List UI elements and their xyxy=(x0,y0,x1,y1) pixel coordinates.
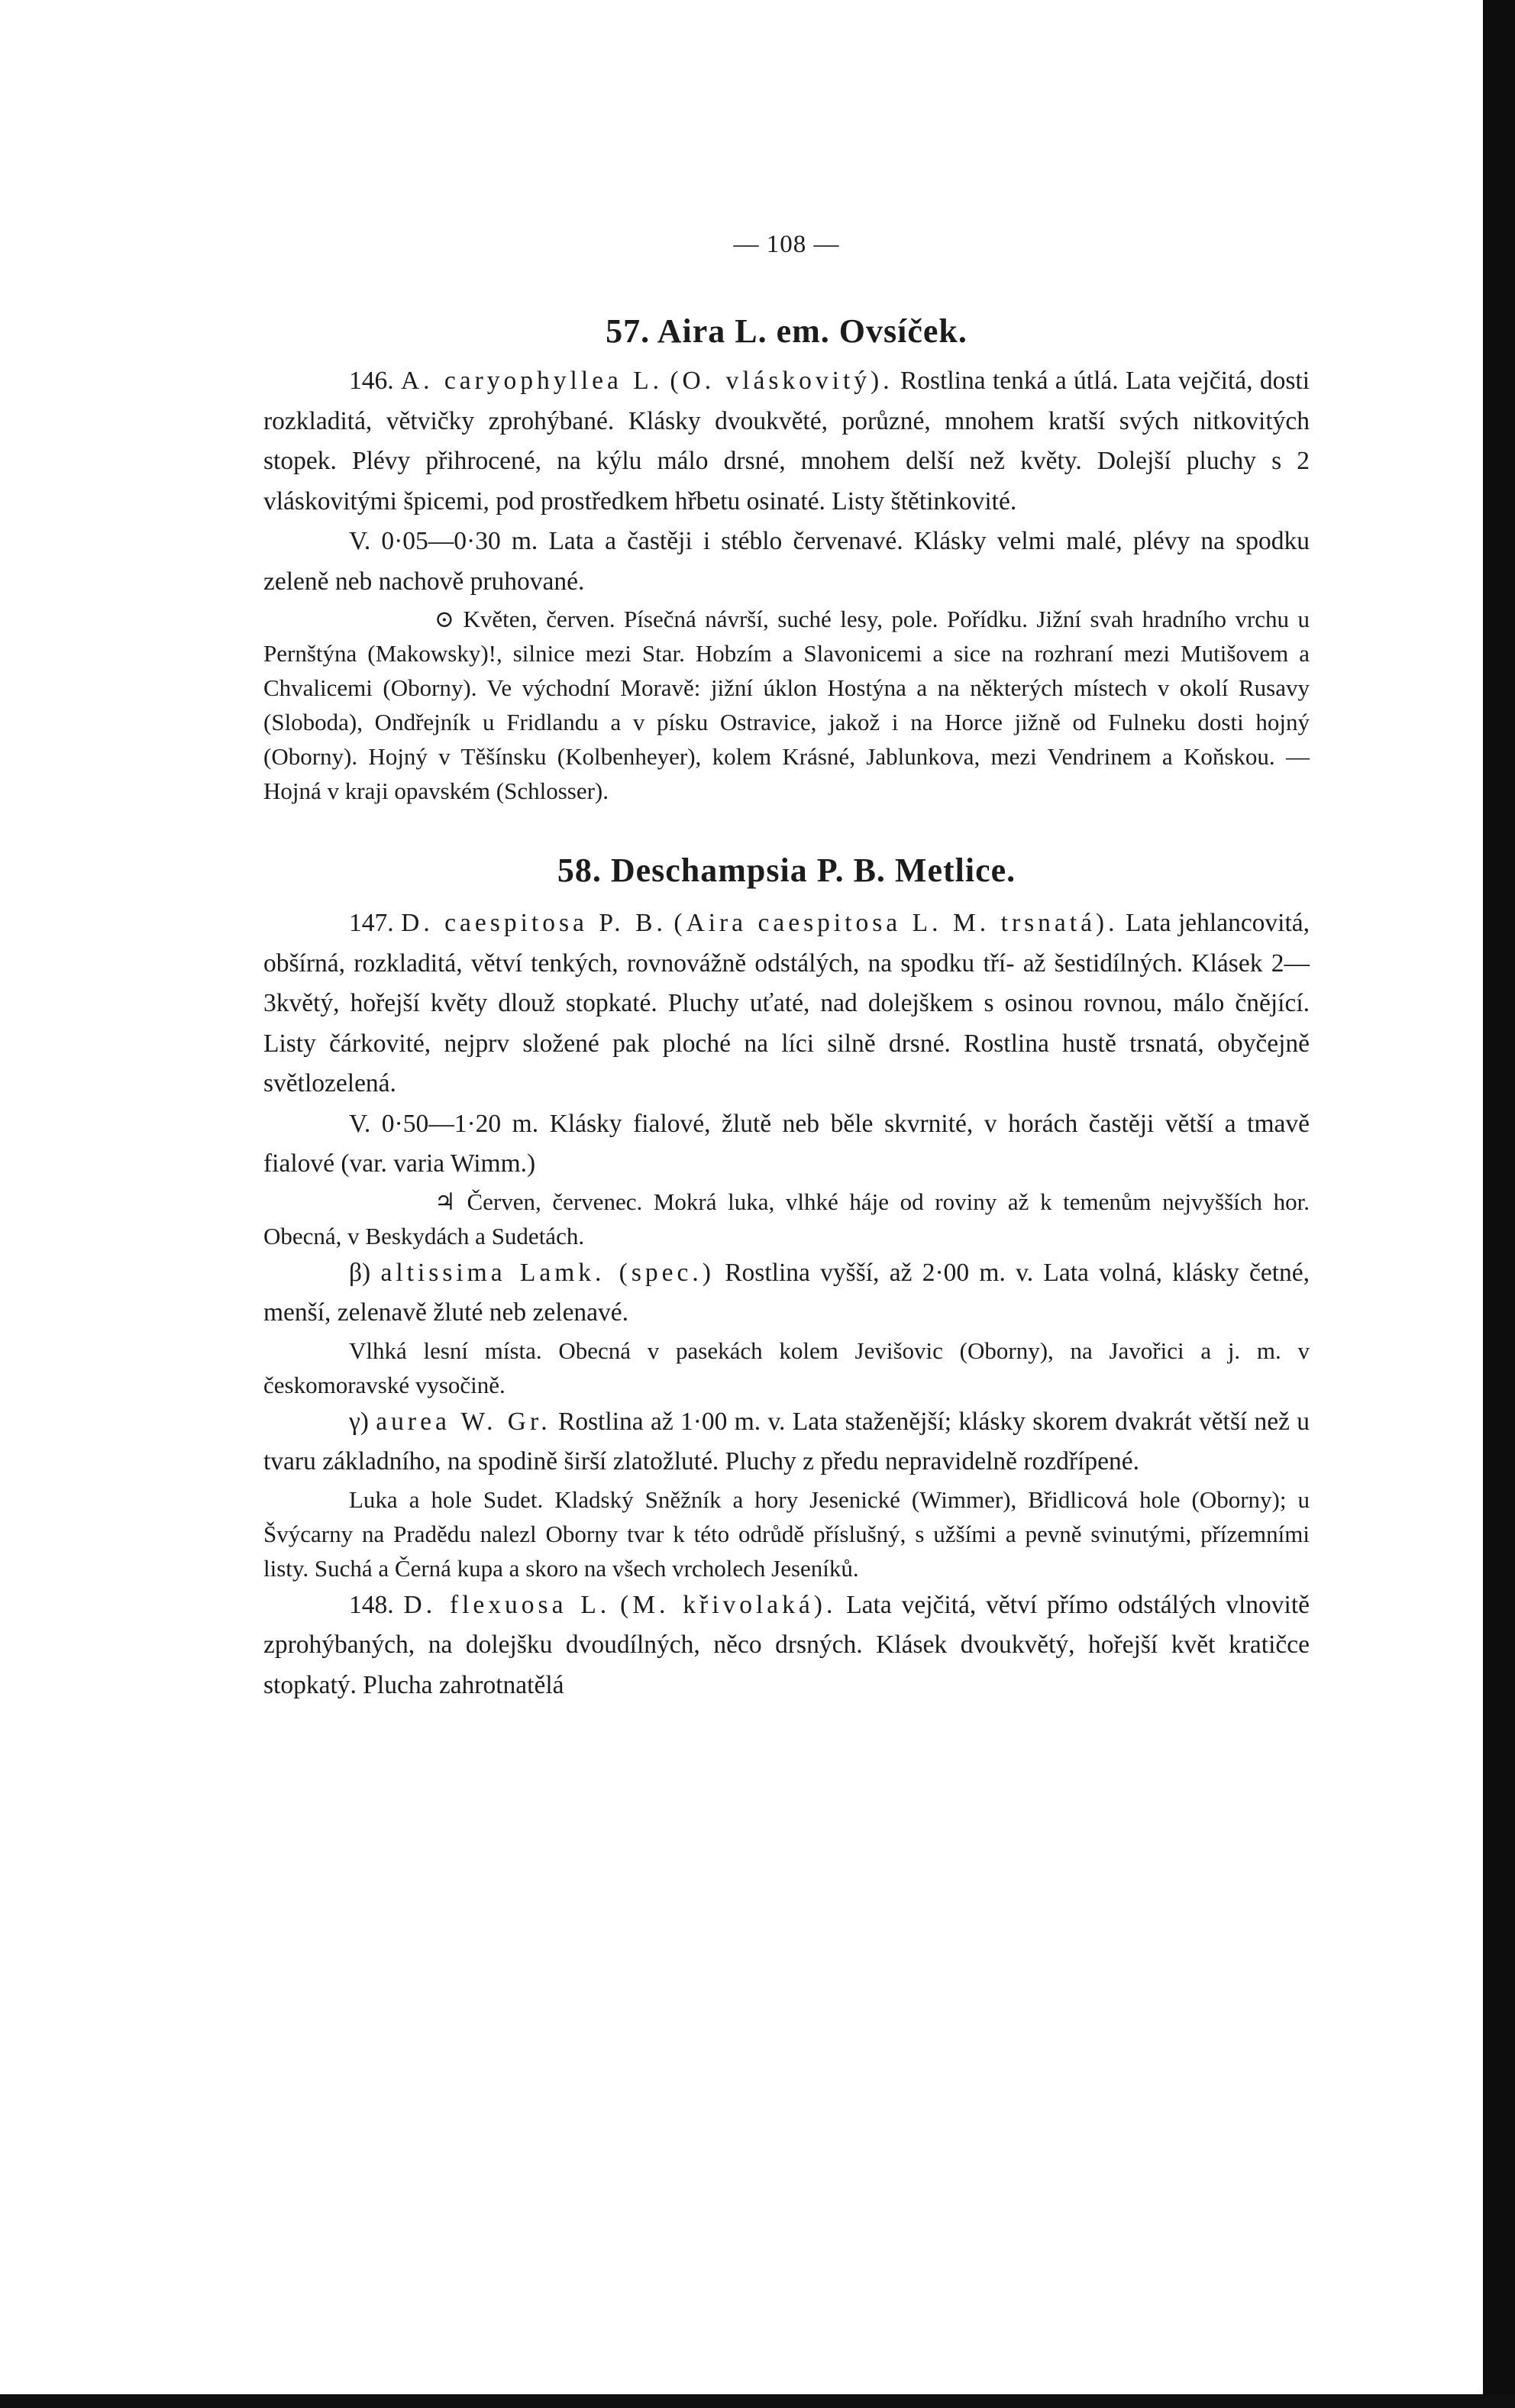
entry-147-distribution xyxy=(263,1185,1310,1253)
text-column xyxy=(263,312,1310,1705)
entry-148-number: 148. xyxy=(349,1590,394,1619)
page-number: — 108 — xyxy=(733,231,840,258)
entry-146-description xyxy=(263,361,1310,522)
entry-148-vernacular: (M. křivolaká). xyxy=(620,1590,837,1619)
variety-beta-description xyxy=(263,1253,1310,1333)
perennial-symbol-icon: ♃ xyxy=(434,1188,456,1215)
entry-146-number: 146. xyxy=(349,367,394,395)
variety-gamma-distribution: Luka a hole Sudet. Kladský Sněžník a hory Jesenické (Wimmer), Břidlicová hole (Oborny); u Švýcarny na Pradědu nalezl Oborny tvar k této odrůdě příslušný, s užšími a pevně svinutými, přízemními listy. Suchá a Černá kupa a skoro na všech vrcholech Jeseníků. xyxy=(263,1485,1310,1582)
variety-gamma-description xyxy=(263,1402,1310,1482)
variety-beta-name: altissima Lamk. (spec.) xyxy=(380,1258,715,1287)
variety-beta-text: Rostlina vyšší, až 2·00 m. v. Lata volná, klásky četné, menší, zelenavě žluté neb zelenavé. xyxy=(263,1258,1310,1327)
book-page xyxy=(263,0,1310,2383)
entry-147-size: V. 0·50—1·20 m. Klásky fialové, žlutě neb běle skvrnité, v horách častěji větší a tmavě fialové (var. varia Wimm.) xyxy=(263,1109,1310,1178)
scan-edge-bottom xyxy=(0,2394,1515,2408)
entry-147-description xyxy=(263,903,1310,1104)
scan-edge-right xyxy=(1483,0,1515,2408)
variety-gamma-text: Rostlina až 1·00 m. v. Lata staženější; klásky skorem dvakrát větší než u tvaru základního, na spodině širší zlatožluté. Pluchy z předu nepravidelně rozdřípené. xyxy=(263,1407,1310,1476)
variety-beta-label: β) xyxy=(349,1258,371,1287)
section-heading-aira: 57. Aira L. em. Ovsíček. xyxy=(606,312,967,350)
section-heading-deschampsia: 58. Deschampsia P. B. Metlice. xyxy=(557,852,1016,889)
entry-148-description xyxy=(263,1585,1310,1706)
entry-146-name: A. caryophyllea L. xyxy=(400,367,664,395)
entry-147-text: Lata jehlancovitá, obšírná, rozkladitá, větví tenkých, rovnovážně odstálých, na spodku tří- až šestidílných. Klásek 2—3květý, hořejší květy dlouž stopkaté. Pluchy uťaté, nad dolejškem s osinou rovnou, málo čnějící. Listy čárkovité, nejprv složené pak ploché na líci silně drsné. Rostlina hustě trsnatá, obyčejně světlozelená. xyxy=(263,909,1310,1097)
variety-gamma-label: γ) xyxy=(349,1407,369,1436)
entry-146-size: V. 0·05—0·30 m. Lata a častěji i stéblo červenavé. Klásky velmi malé, plévy na spodku zeleně neb nachově pruhované. xyxy=(263,527,1310,596)
entry-148-text: Lata vejčitá, větví přímo odstálých vlnovitě zprohýbaných, na dolejšku dvoudílných, něco drsných. Klásek dvoukvětý, hořejší květ kratičce stopkatý. Plucha zahrotnatělá xyxy=(263,1590,1310,1699)
entry-146-distribution xyxy=(263,602,1310,808)
entry-146-distribution-text: Květen, červen. Písečná návrší, suché lesy, pole. Pořídku. Jižní svah hradního vrchu u Pernštýna (Makowsky)!, silnice mezi Star. Hobzím a Slavonicemi a sice na rozhraní mezi Mutišovem a Chvalicemi (Oborny). Ve východní Moravě: jižní úklon Hostýna a na některých místech v okolí Rusavy (Sloboda), Ondřejník u Fridlandu a v písku Ostravice, jakož i na Horce jižně od Fulneku dosti hojný (Oborny). Hojný v Těšínsku (Kolbenheyer), kolem Krásné, Jablunkova, mezi Vendrinem a Koňskou. — Hojná v kraji opavském (Schlosser). xyxy=(263,606,1310,804)
annual-symbol-icon: ⊙ xyxy=(434,606,454,632)
entry-148-name: D. flexuosa L. xyxy=(403,1590,611,1619)
entry-147-number: 147. xyxy=(349,909,394,937)
entry-147-vernacular: (Aira caespitosa L. M. trsnatá). xyxy=(674,909,1119,937)
variety-gamma-name: aurea W. Gr. xyxy=(376,1407,551,1436)
entry-147-distribution-text: Červen, červenec. Mokrá luka, vlhké háje od roviny až k temenům nejvyšších hor. Obecná, v Beskydách a Sudetách. xyxy=(263,1188,1310,1249)
entry-146-vernacular: (O. vláskovitý). xyxy=(670,367,893,395)
entry-146-text: Rostlina tenká a útlá. Lata vejčitá, dosti rozkladitá, větvičky zprohýbané. Klásky dvoukvěté, porůzné, mnohem kratší svých nitkovitých stopek. Plévy přihrocené, na kýlu málo drsné, mnohem delší než květy. Dolejší pluchy s 2 vláskovitými špicemi, pod prostředkem hřbetu osinaté. Listy štětinkovité. xyxy=(263,367,1310,516)
entry-147-name: D. caespitosa P. B. xyxy=(401,909,667,937)
variety-beta-distribution: Vlhká lesní místa. Obecná v pasekách kolem Jevišovic (Oborny), na Javořici a j. m. v českomoravské vysočině. xyxy=(263,1337,1310,1398)
